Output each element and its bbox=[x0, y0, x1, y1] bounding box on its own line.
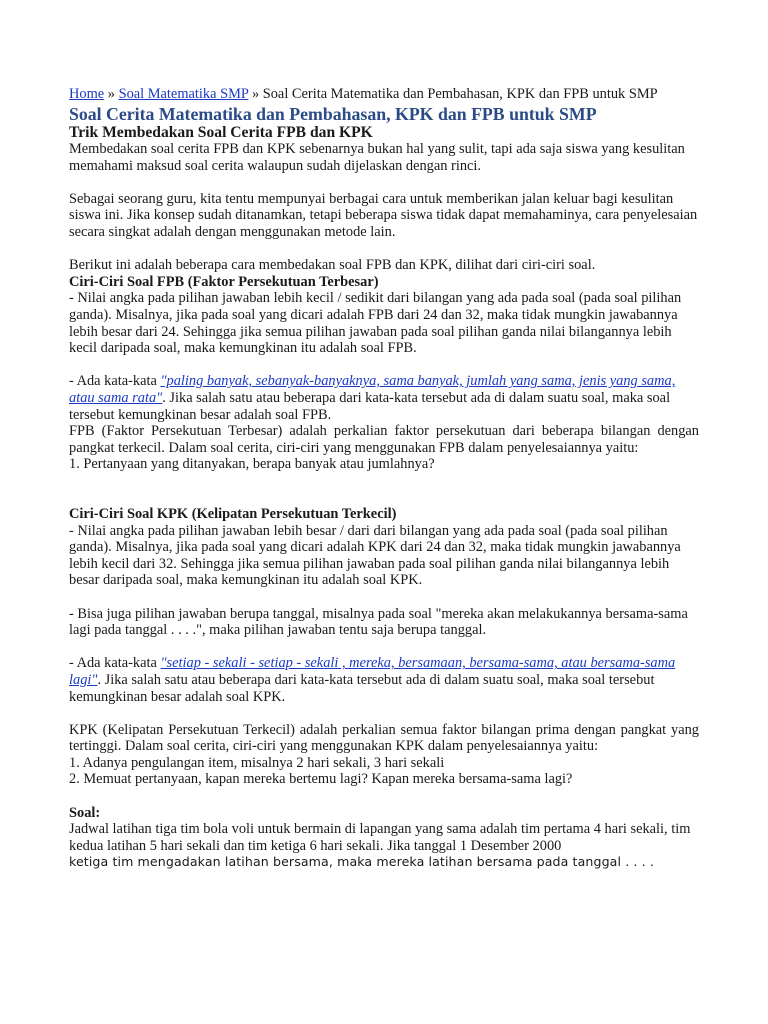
fpb-keywords-suffix: . Jika salah satu atau beberapa dari kata-kata tersebut ada di dalam suatu soal, maka soal tersebut kemungkinan besar adalah soal FPB. bbox=[69, 390, 671, 423]
breadcrumb bbox=[69, 86, 699, 103]
spacer bbox=[69, 705, 699, 722]
kpk-paragraph-1: - Nilai angka pada pilihan jawaban lebih besar / dari dari bilangan yang ada pada soal (pada soal pilihan ganda). Misalnya, jika pada soal yang dicari adalah KPK dari 24 dan 32, maka tidak mungkin jawabannya lebih kecil dari 32. Sehingga jika semua pilihan jawaban pada soal pilihan ganda nilai bilangannya lebih besar daripada soal, maka kemungkinan itu adalah soal KPK. bbox=[69, 522, 681, 589]
fpb-keywords-paragraph bbox=[69, 373, 699, 423]
breadcrumb-category-link[interactable]: Soal Matematika SMP bbox=[118, 86, 249, 102]
spacer bbox=[69, 473, 699, 506]
spacer bbox=[69, 589, 699, 606]
fpb-keywords-prefix: - Ada kata-kata bbox=[69, 373, 161, 390]
breadcrumb-separator: » bbox=[248, 86, 263, 102]
kpk-paragraph-2: - Bisa juga pilihan jawaban berupa tanggal, misalnya pada soal "mereka akan melakukannya bersama-sama lagi pada tanggal . . . .", maka pilihan jawaban tentu saja berupa tanggal. bbox=[69, 605, 688, 639]
kpk-keywords-paragraph bbox=[69, 655, 699, 705]
fpb-paragraph-1: - Nilai angka pada pilihan jawaban lebih kecil / sedikit dari bilangan yang ada pada soal (pada soal pilihan ganda). Misalnya, jika pada soal yang dicari adalah FPB dari 24 dan 32, maka tidak mungkin jawabannya lebih besar dari 24. Sehingga jika semua pilihan jawaban pada soal pilihan ganda nilai bilangannya lebih kecil daripada soal, maka kemungkinan itu adalah soal FPB. bbox=[69, 290, 682, 357]
breadcrumb-current: Soal Cerita Matematika dan Pembahasan, KPK dan FPB untuk SMP bbox=[262, 86, 658, 102]
kpk-keywords-suffix: . Jika salah satu atau beberapa dari kata-kata tersebut ada di dalam suatu soal, maka soal tersebut kemungkinan besar adalah soal KPK. bbox=[69, 671, 655, 705]
soal-last-line: ketiga tim mengadakan latihan bersama, maka mereka latihan bersama pada tanggal . . . . bbox=[69, 854, 654, 870]
breadcrumb-separator: » bbox=[104, 86, 119, 102]
fpb-keywords-quote: "paling banyak, sebanyak-banyaknya, sama banyak, jumlah yang sama, jenis yang sama, atau sama rata" bbox=[69, 373, 676, 406]
spacer bbox=[69, 788, 699, 805]
spacer bbox=[69, 639, 699, 656]
kpk-item-1: 1. Adanya pengulangan item, misalnya 2 hari sekali, 3 hari sekali bbox=[69, 754, 445, 771]
fpb-heading: Ciri-Ciri Soal FPB (Faktor Persekutuan Terbesar) bbox=[69, 273, 379, 290]
fpb-item-1: 1. Pertanyaan yang ditanyakan, berapa banyak atau jumlahnya? bbox=[69, 456, 435, 473]
intro-paragraph-2: Sebagai seorang guru, kita tentu mempunyai berbagai cara untuk memberikan jalan keluar bagi kesulitan siswa ini. Jika konsep sudah ditanamkan, tetapi beberapa siswa tidak dapat memahaminya, cara penyelesaian secara singkat adalah dengan menggunakan metode lain. bbox=[69, 190, 698, 241]
kpk-keywords-prefix: - Ada kata-kata bbox=[69, 655, 161, 672]
fpb-definition: FPB (Faktor Persekutuan Terbesar) adalah perkalian faktor persekutuan dari beberapa bilangan dengan pangkat terkecil. Dalam soal cerita, ciri-ciri yang menggunakan FPB dalam penyelesaiannya yaitu: bbox=[69, 423, 699, 456]
spacer bbox=[69, 241, 699, 258]
kpk-definition: KPK (Kelipatan Persekutuan Terkecil) adalah perkalian semua faktor bilangan prima dengan pangkat yang tertinggi. Dalam soal cerita, ciri-ciri yang menggunakan KPK dalam penyelesaiannya yaitu: bbox=[69, 721, 699, 755]
kpk-keywords-quote: "setiap - sekali - setiap - sekali , mereka, bersamaan, bersama-sama, atau bersama-sama lagi" bbox=[69, 655, 676, 688]
intro-paragraph-3: Berikut ini adalah beberapa cara membedakan soal FPB dan KPK, dilihat dari ciri-ciri soal. bbox=[69, 257, 596, 274]
spacer bbox=[69, 174, 699, 191]
page-title: Soal Cerita Matematika dan Pembahasan, KPK dan FPB untuk SMP bbox=[69, 103, 597, 124]
page-subtitle: Trik Membedakan Soal Cerita FPB dan KPK bbox=[69, 123, 373, 141]
soal-label: Soal: bbox=[69, 804, 101, 821]
breadcrumb-home-link[interactable]: Home bbox=[69, 86, 105, 102]
article-content bbox=[69, 86, 699, 871]
kpk-heading: Ciri-Ciri Soal KPK (Kelipatan Persekutuan Terkecil) bbox=[69, 505, 397, 522]
kpk-item-2: 2. Memuat pertanyaan, kapan mereka bertemu lagi? Kapan mereka bersama-sama lagi? bbox=[69, 771, 573, 788]
spacer bbox=[69, 357, 699, 374]
soal-text: Jadwal latihan tiga tim bola voli untuk bermain di lapangan yang sama adalah tim pertama 4 hari sekali, tim kedua latihan 5 hari sekali dan tim ketiga 6 hari sekali. Jika tanggal 1 Desember 2000 bbox=[69, 821, 691, 854]
intro-paragraph-1: Membedakan soal cerita FPB dan KPK sebenarnya bukan hal yang sulit, tapi ada saja siswa yang kesulitan memahami maksud soal cerita walaupun sudah dijelaskan dengan rinci. bbox=[69, 141, 685, 174]
